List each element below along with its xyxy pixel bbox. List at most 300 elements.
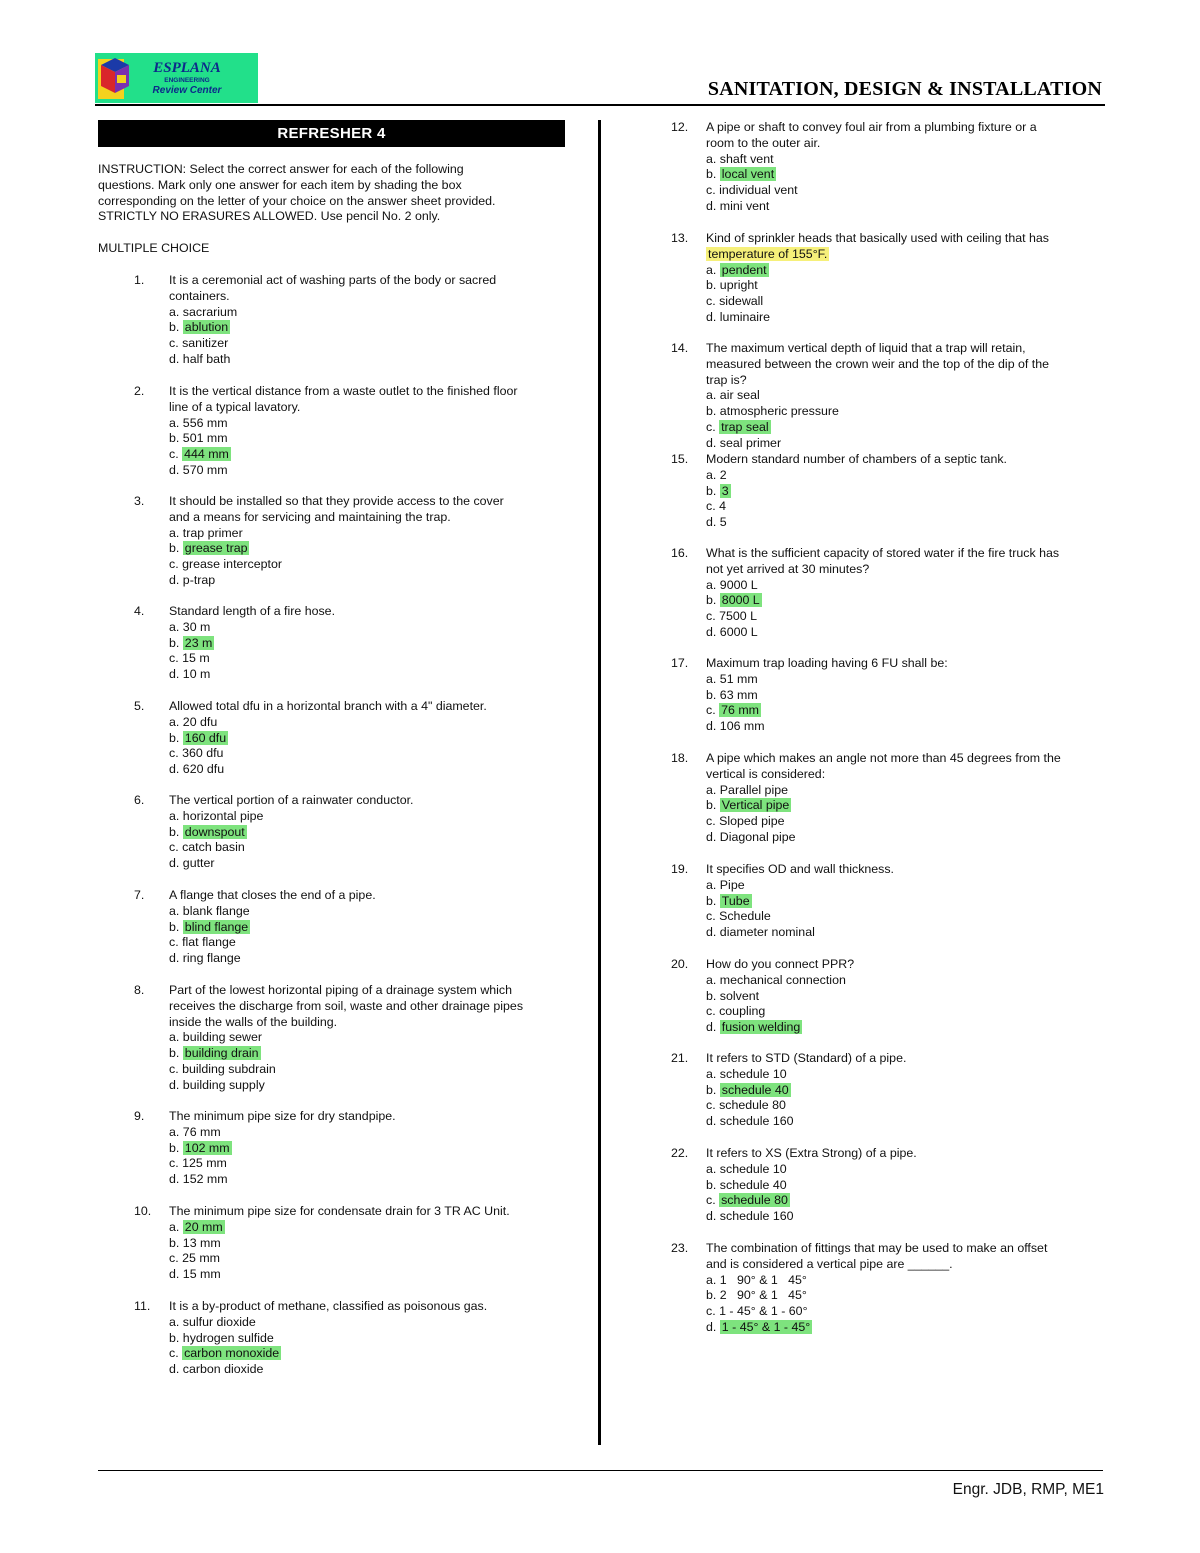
correct-answer-text: 102 mm (184, 1140, 230, 1155)
choice-letter: c. (169, 447, 179, 462)
question-number: 17. (671, 656, 689, 670)
question-stem-line: Kind of sprinkler heads that basically used with ceiling that has (706, 231, 1049, 245)
choice-text: individual vent (719, 183, 798, 198)
choice-letter: b. (706, 1288, 717, 1303)
question-stem-line: Allowed total dfu in a horizontal branch with a 4" diameter. (169, 699, 487, 713)
answer-choice (706, 925, 894, 941)
answer-choice (169, 336, 496, 352)
answer-choice (706, 1067, 906, 1083)
choice-letter: d. (169, 462, 180, 477)
answer-choice (706, 625, 1059, 641)
choice-letter: a. (169, 714, 180, 729)
choice-letter: a. (169, 525, 180, 540)
choice-letter: a. (169, 1124, 180, 1139)
question-number: 7. (134, 888, 145, 902)
choice-letter: b. (706, 988, 717, 1003)
choice-letter: b. (169, 730, 180, 745)
answer-choice (706, 436, 1049, 452)
choice-text: Schedule (719, 909, 771, 924)
answer-choice (706, 1098, 906, 1114)
answer-choice (169, 1236, 510, 1252)
question-number: 11. (134, 1299, 151, 1313)
answer-choice (706, 783, 1061, 799)
answer-choice (706, 1020, 854, 1036)
choice-letter: b. (169, 320, 180, 335)
choice-text: 501 mm (182, 431, 228, 446)
choice-letter: b. (706, 687, 717, 702)
choice-letter: c. (706, 703, 716, 718)
question-stem-line: trap is? (706, 372, 747, 387)
choice-letter: a. (169, 304, 180, 319)
choice-text: atmospheric pressure (719, 404, 839, 419)
answer-choice (169, 1125, 396, 1141)
answer-choice (169, 856, 414, 872)
choice-letter: b. (169, 824, 180, 839)
choice-letter: b. (169, 1140, 180, 1155)
choice-letter: c. (706, 909, 716, 924)
answer-choice (706, 909, 894, 925)
choice-text: 556 mm (182, 415, 228, 430)
choice-letter: d. (706, 829, 717, 844)
choice-text: 2 (719, 467, 727, 482)
answer-choice (169, 715, 487, 731)
correct-answer-text: carbon monoxide (184, 1346, 280, 1361)
answer-choice (706, 263, 1049, 279)
choice-letter: a. (706, 1066, 717, 1081)
question-number: 21. (671, 1051, 689, 1065)
choice-text: building supply (182, 1077, 265, 1092)
correct-answer-text: 20 mm (184, 1219, 223, 1234)
choice-text: catch basin (182, 840, 245, 855)
choice-letter: b. (169, 431, 180, 446)
header-divider (95, 104, 1105, 106)
correct-answer-text: trap seal (721, 419, 769, 434)
logo-sub1: ENGINEERING (164, 77, 210, 84)
answer-choice (706, 1288, 1047, 1304)
answer-choice (706, 1162, 917, 1178)
answer-choice (169, 840, 414, 856)
answer-choice (169, 620, 335, 636)
choice-letter: c. (169, 1156, 179, 1171)
question-number: 14. (671, 341, 689, 355)
answer-choice (169, 1267, 510, 1283)
answer-choice (706, 499, 1007, 515)
instruction-text (98, 162, 568, 225)
choice-letter: c. (706, 499, 716, 514)
choice-letter: a. (706, 388, 717, 403)
choice-text: Parallel pipe (719, 782, 788, 797)
choice-text: shaft vent (719, 151, 774, 166)
choice-text: 152 mm (182, 1172, 228, 1187)
question-number: 1. (134, 273, 145, 287)
question-stem-line: The maximum vertical depth of liquid that a trap will retain, (706, 341, 1026, 355)
answer-choice (706, 199, 1037, 215)
answer-choice (169, 636, 335, 652)
correct-answer-text: 3 (721, 483, 729, 498)
choice-text: sacrarium (182, 304, 238, 319)
question-number: 16. (671, 546, 689, 560)
choice-text: 63 mm (719, 687, 758, 702)
question-number: 12. (671, 120, 689, 134)
answer-choice (706, 1178, 917, 1194)
choice-letter: d. (169, 351, 180, 366)
question-number: 3. (134, 494, 145, 508)
answer-choice (706, 278, 1049, 294)
choice-letter: d. (169, 856, 180, 871)
choice-letter: d. (706, 925, 717, 940)
choice-text: schedule 40 (719, 1177, 787, 1192)
question-stem-line: It should be installed so that they provide access to the cover (169, 494, 504, 508)
answer-choice (706, 420, 1049, 436)
question-stem-line: temperature of 155°F. (708, 246, 828, 261)
answer-choice (169, 1315, 487, 1331)
question-stem-line: What is the sufficient capacity of stored water if the fire truck has (706, 546, 1060, 560)
choice-letter: a. (169, 808, 180, 823)
choice-text: schedule 80 (719, 1098, 786, 1113)
choice-letter: b. (706, 798, 717, 813)
choice-letter: a. (706, 972, 717, 987)
answer-choice (706, 989, 854, 1005)
choice-letter: a. (706, 1272, 717, 1287)
choice-letter: d. (169, 1172, 180, 1187)
correct-answer-text: pendent (721, 262, 767, 277)
answer-choice (706, 1083, 906, 1099)
choice-letter: c. (169, 1061, 179, 1076)
choice-letter: b. (169, 635, 180, 650)
question-stem-line: measured between the crown weir and the top of the dip of the (706, 356, 1050, 371)
answer-choice (169, 731, 487, 747)
question-number: 4. (134, 604, 145, 618)
correct-answer-text: schedule 40 (721, 1082, 789, 1097)
choice-letter: b. (169, 919, 180, 934)
question-stem-line: vertical is considered: (706, 766, 826, 781)
choice-text: 106 mm (719, 719, 765, 734)
choice-text: 5 (719, 515, 727, 530)
answer-choice (706, 1193, 917, 1209)
choice-letter: b. (706, 893, 717, 908)
choice-letter: b. (706, 1082, 717, 1097)
question-number: 18. (671, 751, 689, 765)
answer-choice (169, 431, 518, 447)
choice-text: building sewer (182, 1030, 263, 1045)
choice-letter: b. (706, 1177, 717, 1192)
answer-choice (169, 1156, 396, 1172)
page-title: SANITATION, DESIGN & INSTALLATION (707, 78, 1102, 100)
correct-answer-text: local vent (721, 167, 775, 182)
question-number: 22. (671, 1146, 689, 1160)
answer-choice (706, 515, 1007, 531)
answer-choice (169, 1062, 523, 1078)
choice-text: 30 m (182, 619, 211, 634)
choice-text: 4 (719, 499, 726, 514)
logo-name: ESPLANA (153, 60, 221, 76)
correct-answer-text: fusion welding (721, 1020, 801, 1035)
answer-choice (169, 305, 496, 321)
choice-text: 2 90° & 1 45° (719, 1288, 807, 1303)
answer-choice (706, 1004, 854, 1020)
choice-letter: a. (706, 877, 717, 892)
choice-text: grease interceptor (182, 557, 282, 572)
answer-choice (169, 1078, 523, 1094)
footer-author: Engr. JDB, RMP, ME1 (952, 1481, 1104, 1498)
question-stem-line: inside the walls of the building. (169, 1014, 338, 1029)
answer-choice (706, 973, 854, 989)
question-stem-line: containers. (169, 288, 230, 303)
correct-answer-text: schedule 80 (721, 1193, 788, 1208)
choice-letter: a. (706, 151, 717, 166)
choice-text: schedule 160 (719, 1114, 794, 1129)
question-stem-line: A flange that closes the end of a pipe. (169, 888, 376, 902)
choice-text: solvent (719, 988, 760, 1003)
choice-text: schedule 10 (719, 1066, 787, 1081)
choice-letter: c. (706, 1098, 716, 1113)
choice-text: 570 mm (182, 462, 228, 477)
question-number: 19. (671, 862, 689, 876)
choice-text: 9000 L (719, 577, 758, 592)
instruction-line: STRICTLY NO ERASURES ALLOWED. Use pencil No. 2 only. (98, 209, 441, 224)
choice-letter: d. (169, 667, 180, 682)
question-number: 9. (134, 1109, 145, 1123)
choice-letter: a. (169, 1030, 180, 1045)
choice-letter: a. (169, 903, 180, 918)
choice-text: 1 - 45° & 1 - 60° (719, 1304, 808, 1319)
answer-choice (169, 573, 504, 589)
answer-choice (706, 404, 1049, 420)
answer-choice (169, 651, 335, 667)
answer-choice (706, 294, 1049, 310)
answer-choice (706, 310, 1049, 326)
question-number: 23. (671, 1241, 689, 1255)
question-stem-line: It is a ceremonial act of washing parts of the body or sacred (169, 273, 497, 287)
correct-answer-text: 76 mm (721, 703, 759, 718)
answer-choice (169, 1362, 487, 1378)
answer-choice (169, 935, 376, 951)
question-number: 2. (134, 384, 145, 398)
question-number: 15. (671, 452, 689, 466)
answer-choice (706, 798, 1061, 814)
choice-text: 76 mm (182, 1124, 221, 1139)
answer-choice (706, 609, 1059, 625)
answer-choice (706, 167, 1037, 183)
answer-choice (706, 814, 1061, 830)
correct-answer-text: grease trap (184, 541, 248, 556)
answer-choice (169, 541, 504, 557)
question-stem-line: The minimum pipe size for dry standpipe. (169, 1109, 396, 1123)
choice-text: 15 mm (182, 1267, 221, 1282)
instruction-line: INSTRUCTION: Select the correct answer for each of the following (98, 162, 464, 176)
choice-letter: d. (169, 1267, 180, 1282)
answer-choice (706, 719, 948, 735)
answer-choice (706, 1209, 917, 1225)
choice-text: schedule 10 (719, 1161, 787, 1176)
question-stem-line: The minimum pipe size for condensate drain for 3 TR AC Unit. (169, 1204, 510, 1218)
choice-text: sulfur dioxide (182, 1314, 256, 1329)
choice-letter: d. (706, 1114, 717, 1129)
choice-letter: c. (169, 1346, 179, 1361)
question-stem-line: receives the discharge from soil, waste and other drainage pipes (169, 998, 524, 1013)
choice-letter: d. (706, 1319, 717, 1334)
answer-choice (706, 183, 1037, 199)
answer-choice (706, 1304, 1047, 1320)
answer-choice (169, 904, 376, 920)
answer-choice (169, 416, 518, 432)
answer-choice (169, 447, 518, 463)
answer-choice (169, 557, 504, 573)
choice-letter: d. (706, 1209, 717, 1224)
choice-text: coupling (719, 1004, 766, 1019)
correct-answer-text: 1 - 45° & 1 - 45° (721, 1319, 811, 1334)
answer-choice (169, 526, 504, 542)
question-stem-line: How do you connect PPR? (706, 957, 855, 971)
choice-letter: d. (706, 1020, 717, 1035)
choice-text: gutter (182, 856, 215, 871)
column-divider (598, 120, 601, 1445)
choice-text: horizontal pipe (182, 808, 264, 823)
choice-text: 15 m (182, 651, 210, 666)
answer-choice (706, 152, 1037, 168)
choice-text: diameter nominal (719, 925, 815, 940)
choice-letter: b. (169, 541, 180, 556)
choice-text: p-trap (182, 572, 216, 587)
answer-choice (169, 667, 335, 683)
choice-letter: c. (169, 557, 179, 572)
choice-letter: b. (706, 593, 717, 608)
choice-text: building subdrain (182, 1061, 276, 1076)
logo-sub2: Review Center (152, 85, 222, 96)
choice-letter: d. (706, 624, 717, 639)
choice-text: 13 mm (182, 1235, 221, 1250)
choice-letter: c. (706, 294, 716, 309)
question-stem-line: A pipe or shaft to convey foul air from a plumbing fixture or a (706, 120, 1037, 134)
choice-text: Sloped pipe (719, 814, 785, 829)
choice-letter: a. (169, 1219, 180, 1234)
choice-text: hydrogen sulfide (182, 1330, 274, 1345)
choice-letter: c. (706, 814, 716, 829)
correct-answer-text: blind flange (184, 919, 249, 934)
choice-text: 1 90° & 1 45° (719, 1272, 807, 1287)
question-stem-line: Standard length of a fire hose. (169, 604, 336, 618)
choice-letter: a. (169, 619, 180, 634)
choice-letter: b. (169, 1046, 180, 1061)
choice-letter: c. (706, 183, 716, 198)
answer-choice (706, 484, 1007, 500)
choice-letter: c. (706, 609, 716, 624)
answer-choice (169, 809, 414, 825)
choice-text: 620 dfu (182, 762, 225, 777)
choice-text: flat flange (182, 935, 236, 950)
question-number: 13. (671, 231, 689, 245)
choice-letter: c. (706, 1004, 716, 1019)
choice-letter: d. (706, 435, 717, 450)
choice-text: Diagonal pipe (719, 829, 796, 844)
answer-choice (169, 1141, 396, 1157)
choice-letter: a. (706, 782, 717, 797)
choice-letter: c. (169, 935, 179, 950)
answer-choice (706, 830, 1061, 846)
choice-text: air seal (719, 388, 760, 403)
choice-text: mechanical connection (719, 972, 846, 987)
correct-answer-text: downspout (184, 824, 245, 839)
question-stem-line: The vertical portion of a rainwater conductor. (169, 793, 414, 807)
question-type-label: MULTIPLE CHOICE (98, 241, 210, 255)
choice-text: sidewall (719, 294, 764, 309)
question-number: 6. (134, 793, 145, 807)
choice-letter: b. (706, 404, 717, 419)
choice-letter: d. (706, 515, 717, 530)
answer-choice (169, 463, 518, 479)
choice-letter: a. (169, 415, 180, 430)
choice-letter: b. (706, 483, 717, 498)
answer-choice (169, 1220, 510, 1236)
answer-choice (169, 320, 496, 336)
choice-text: seal primer (719, 435, 782, 450)
answer-choice (169, 920, 376, 936)
answer-choice (169, 352, 496, 368)
choice-letter: d. (169, 1077, 180, 1092)
answer-choice (169, 1251, 510, 1267)
choice-text: 10 m (182, 667, 211, 682)
instruction-line: questions. Mark only one answer for each item by shading the box (98, 177, 462, 192)
question-stem-line: It is the vertical distance from a waste outlet to the finished floor (169, 384, 518, 398)
choice-letter: d. (706, 719, 717, 734)
choice-text: 51 mm (719, 671, 758, 686)
choice-text: trap primer (182, 525, 243, 540)
answer-choice (169, 1046, 523, 1062)
correct-answer-text: building drain (184, 1046, 259, 1061)
question-stem-line: Maximum trap loading having 6 FU shall be: (706, 656, 948, 670)
answer-choice (706, 672, 948, 688)
choice-letter: a. (706, 577, 717, 592)
correct-answer-text: 8000 L (721, 593, 760, 608)
question-stem-line: Modern standard number of chambers of a septic tank. (706, 452, 1007, 466)
choice-letter: a. (169, 1314, 180, 1329)
answer-choice (169, 1346, 487, 1362)
answer-choice (706, 578, 1059, 594)
choice-text: 20 dfu (182, 714, 218, 729)
choice-letter: a. (706, 467, 717, 482)
choice-letter: d. (169, 762, 180, 777)
question-number: 10. (134, 1204, 152, 1218)
correct-answer-text: Tube (721, 893, 750, 908)
choice-letter: c. (706, 1304, 716, 1319)
answer-choice (169, 951, 376, 967)
answer-choice (169, 825, 414, 841)
choice-text: sanitizer (182, 336, 229, 351)
correct-answer-text: 444 mm (184, 447, 229, 462)
question-number: 20. (671, 957, 689, 971)
choice-text: half bath (182, 351, 231, 366)
question-stem-line: A pipe which makes an angle not more than 45 degrees from the (706, 751, 1061, 765)
answer-choice (706, 688, 948, 704)
correct-answer-text: ablution (184, 320, 229, 335)
choice-text: 125 mm (182, 1156, 227, 1171)
choice-letter: b. (169, 1330, 180, 1345)
choice-letter: d. (706, 198, 717, 213)
choice-letter: b. (706, 167, 717, 182)
choice-text: Pipe (719, 877, 745, 892)
answer-choice (169, 1172, 396, 1188)
answer-choice (706, 1320, 1047, 1336)
answer-choice (706, 593, 1059, 609)
answer-choice (169, 746, 487, 762)
choice-letter: c. (169, 840, 179, 855)
choice-letter: a. (706, 671, 717, 686)
answer-choice (706, 878, 894, 894)
answer-choice (706, 703, 948, 719)
choice-letter: c. (169, 1251, 179, 1266)
choice-text: ring flange (182, 951, 241, 966)
question-stem-line: and a means for servicing and maintaining the trap. (169, 509, 451, 524)
